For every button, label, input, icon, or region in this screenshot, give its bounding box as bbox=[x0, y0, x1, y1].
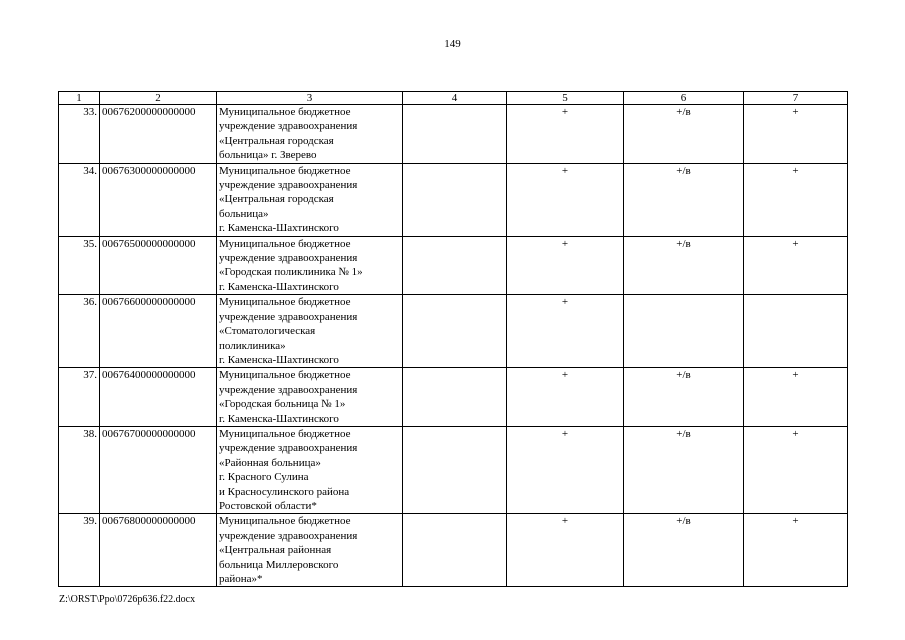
column-6-mark: +/в bbox=[624, 514, 744, 587]
table-row bbox=[59, 426, 848, 513]
column-5-mark: + bbox=[507, 163, 624, 236]
table-row bbox=[59, 514, 848, 587]
column-header: 5 bbox=[507, 92, 624, 105]
column-4-mark bbox=[403, 426, 507, 513]
footer-file-path: Z:\ORST\Ppo\0726p636.f22.docx bbox=[59, 594, 196, 605]
row-code: 00676700000000000 bbox=[100, 426, 217, 513]
table-row bbox=[59, 368, 848, 427]
row-code: 00676300000000000 bbox=[100, 163, 217, 236]
institution-name: Муниципальное бюджетное учреждение здравоохранения «Центральная городская больница» г. Зверево bbox=[217, 105, 403, 164]
column-6-mark: +/в bbox=[624, 236, 744, 295]
column-7-mark: + bbox=[744, 514, 848, 587]
column-header: 7 bbox=[744, 92, 848, 105]
row-code: 00676200000000000 bbox=[100, 105, 217, 164]
column-6-mark bbox=[624, 295, 744, 368]
row-number: 37. bbox=[59, 368, 100, 427]
column-5-mark: + bbox=[507, 295, 624, 368]
row-code: 00676500000000000 bbox=[100, 236, 217, 295]
institution-name: Муниципальное бюджетное учреждение здравоохранения «Центральная городская больница» г. Каменска-Шахтинского bbox=[217, 163, 403, 236]
institution-name: Муниципальное бюджетное учреждение здравоохранения «Районная больница» г. Красного Сулина и Красносулинского района Ростовской области* bbox=[217, 426, 403, 513]
column-7-mark: + bbox=[744, 163, 848, 236]
column-4-mark bbox=[403, 105, 507, 164]
column-4-mark bbox=[403, 514, 507, 587]
column-6-mark: +/в bbox=[624, 105, 744, 164]
column-4-mark bbox=[403, 368, 507, 427]
table-row bbox=[59, 295, 848, 368]
row-number: 35. bbox=[59, 236, 100, 295]
column-7-mark: + bbox=[744, 105, 848, 164]
column-7-mark: + bbox=[744, 236, 848, 295]
column-7-mark bbox=[744, 295, 848, 368]
column-header: 4 bbox=[403, 92, 507, 105]
column-4-mark bbox=[403, 295, 507, 368]
table-row bbox=[59, 105, 848, 164]
institution-name: Муниципальное бюджетное учреждение здравоохранения «Стоматологическая поликлиника» г. Каменска-Шахтинского bbox=[217, 295, 403, 368]
column-6-mark: +/в bbox=[624, 163, 744, 236]
column-6-mark: +/в bbox=[624, 426, 744, 513]
column-5-mark: + bbox=[507, 236, 624, 295]
institution-name: Муниципальное бюджетное учреждение здравоохранения «Центральная районная больница Миллеровского района»* bbox=[217, 514, 403, 587]
column-5-mark: + bbox=[507, 426, 624, 513]
column-header: 2 bbox=[100, 92, 217, 105]
column-7-mark: + bbox=[744, 426, 848, 513]
column-7-mark: + bbox=[744, 368, 848, 427]
column-header: 1 bbox=[59, 92, 100, 105]
column-5-mark: + bbox=[507, 368, 624, 427]
institution-name: Муниципальное бюджетное учреждение здравоохранения «Городская больница № 1» г. Каменска-Шахтинского bbox=[217, 368, 403, 427]
column-5-mark: + bbox=[507, 105, 624, 164]
row-code: 00676600000000000 bbox=[100, 295, 217, 368]
column-6-mark: +/в bbox=[624, 368, 744, 427]
table-header-row bbox=[59, 92, 848, 105]
row-code: 00676800000000000 bbox=[100, 514, 217, 587]
row-number: 38. bbox=[59, 426, 100, 513]
column-4-mark bbox=[403, 236, 507, 295]
row-number: 36. bbox=[59, 295, 100, 368]
column-4-mark bbox=[403, 163, 507, 236]
row-number: 33. bbox=[59, 105, 100, 164]
table-row bbox=[59, 236, 848, 295]
table-row bbox=[59, 163, 848, 236]
institution-name: Муниципальное бюджетное учреждение здравоохранения «Городская поликлиника № 1» г. Каменска-Шахтинского bbox=[217, 236, 403, 295]
row-number: 39. bbox=[59, 514, 100, 587]
column-header: 3 bbox=[217, 92, 403, 105]
column-5-mark: + bbox=[507, 514, 624, 587]
document-table bbox=[58, 91, 848, 587]
column-header: 6 bbox=[624, 92, 744, 105]
row-number: 34. bbox=[59, 163, 100, 236]
row-code: 00676400000000000 bbox=[100, 368, 217, 427]
page-number: 149 bbox=[444, 38, 461, 50]
